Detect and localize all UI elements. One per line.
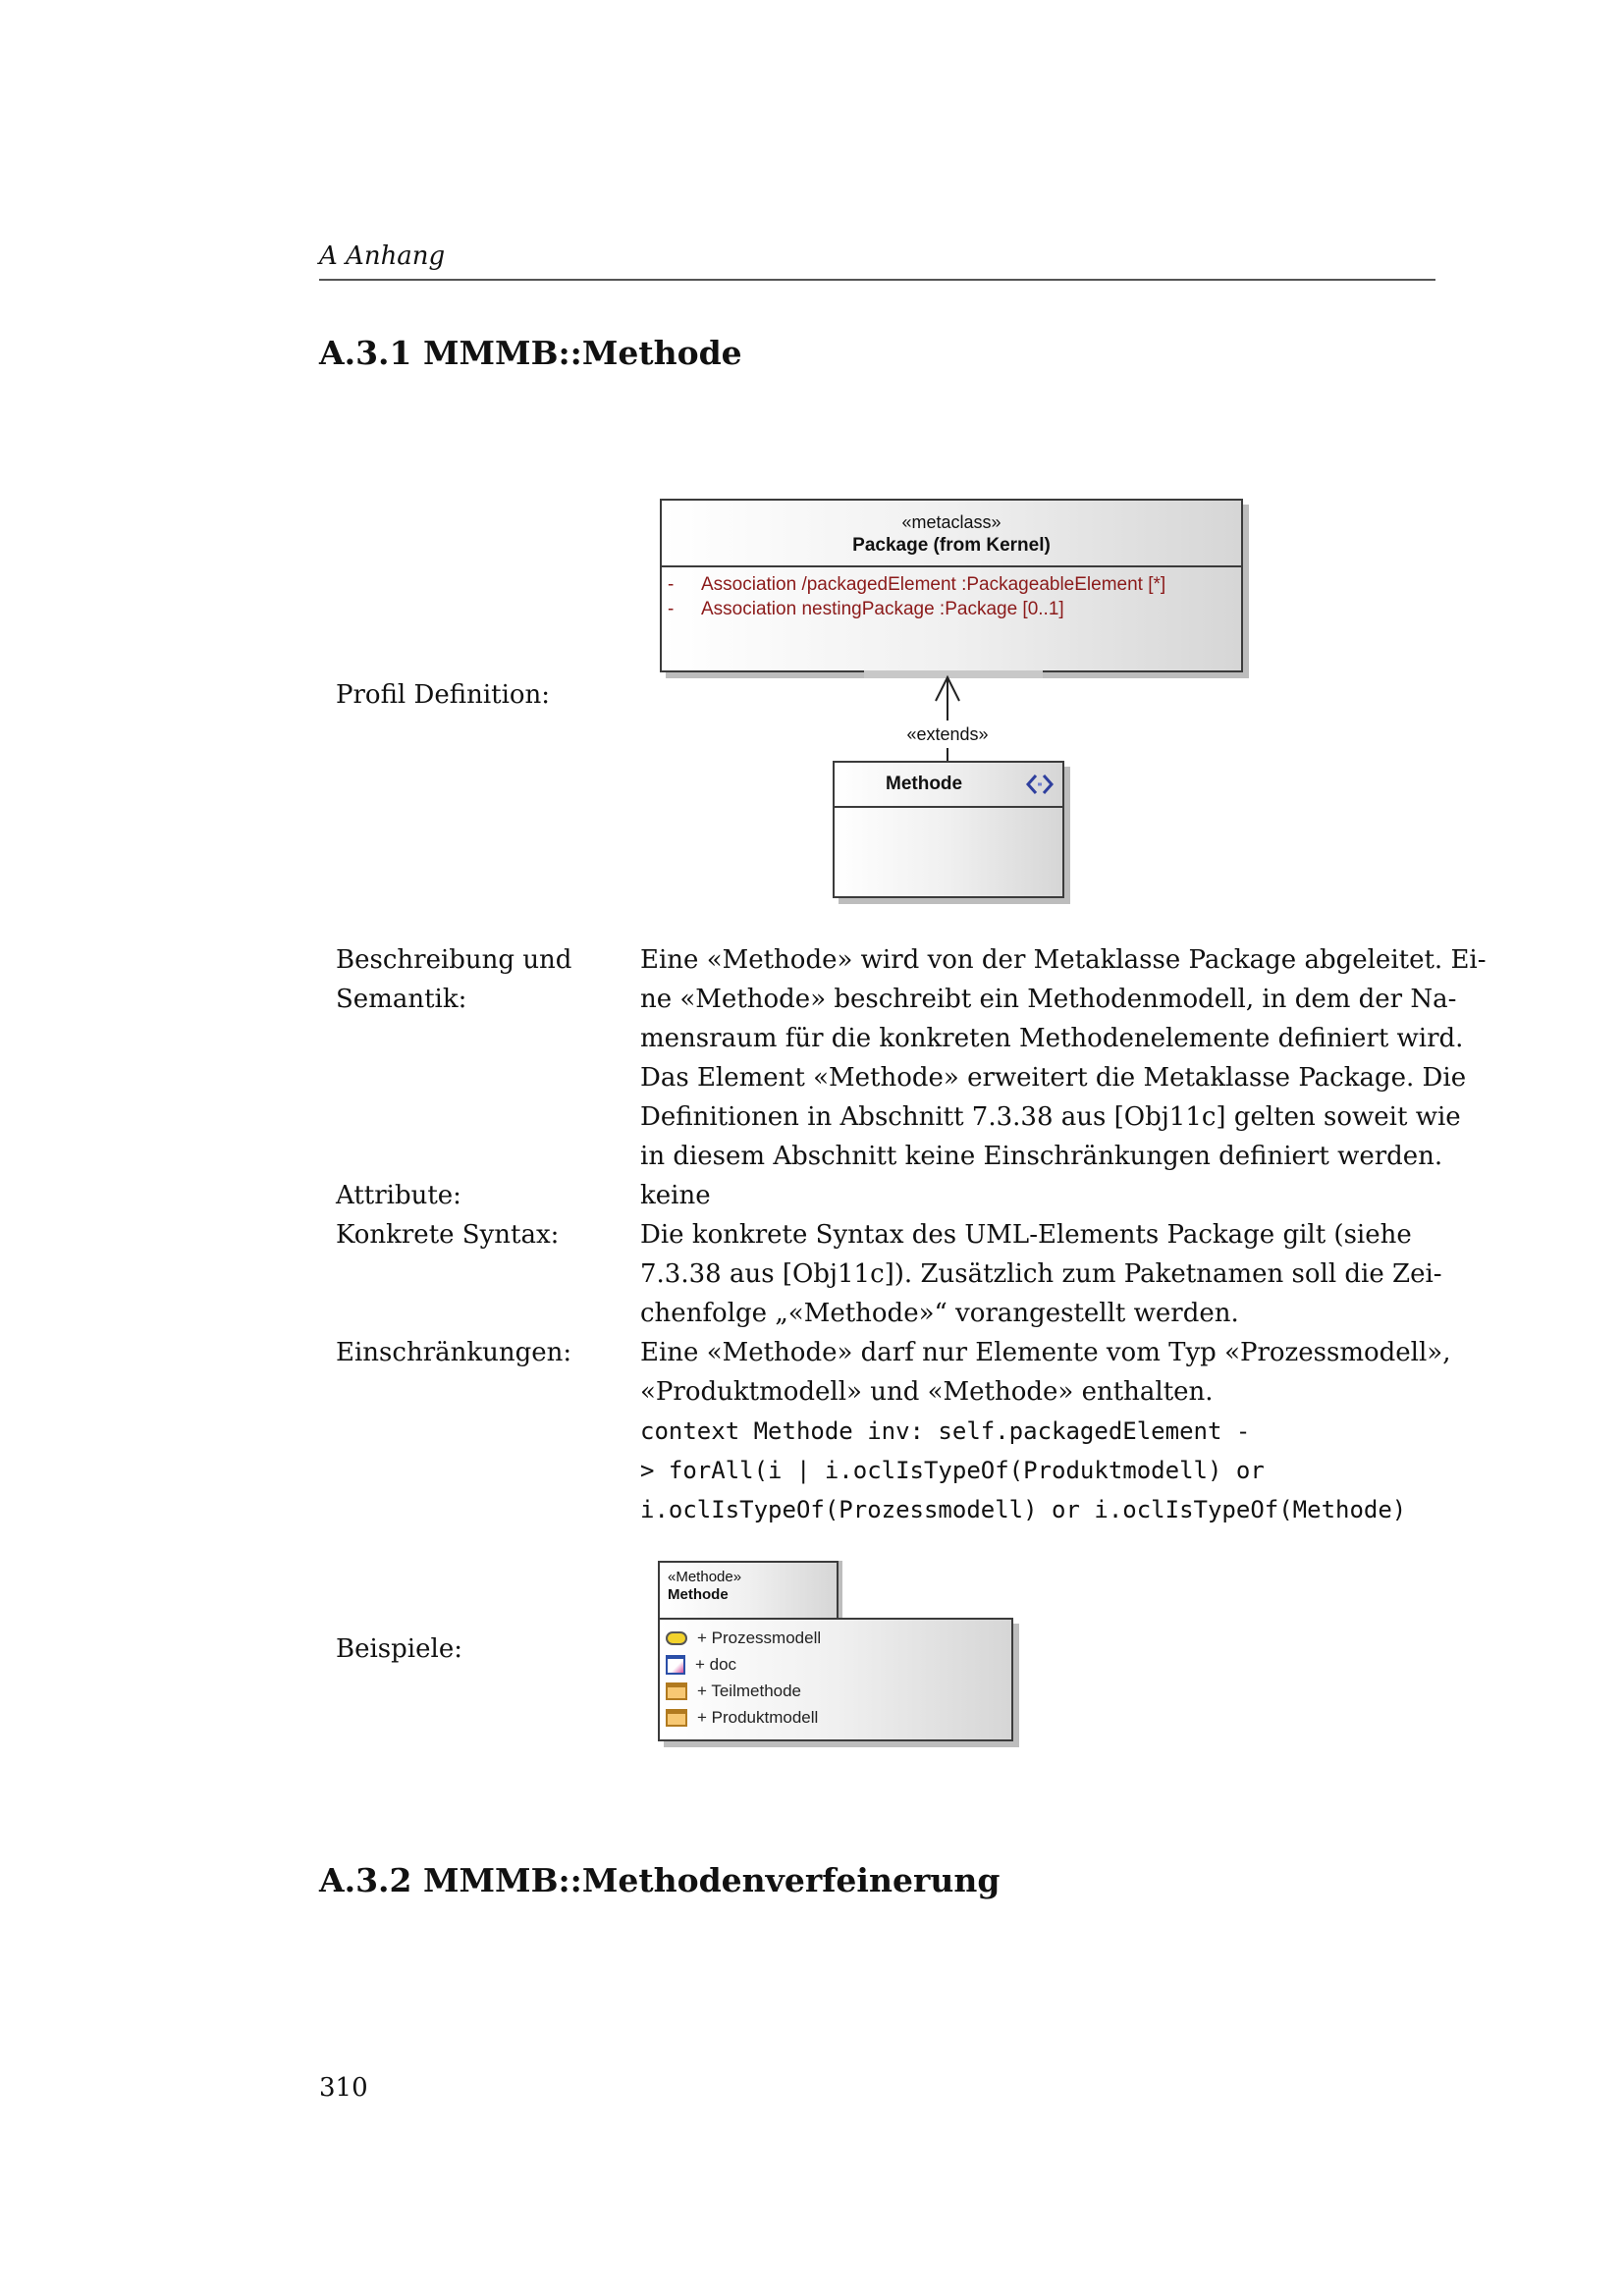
constraints-line: «Produktmodell» und «Methode» enthalten.: [640, 1377, 1214, 1407]
example-package-body: [658, 1618, 1013, 1741]
attributes-label: Attribute:: [336, 1181, 461, 1210]
example-item-label: + Teilmethode: [697, 1681, 802, 1700]
methode-box-name: Methode: [886, 774, 963, 794]
syntax-line: 7.3.38 aus [Obj11c]). Zusätzlich zum Paketnamen soll die Zei-: [640, 1259, 1442, 1289]
methode-box-header: [835, 763, 1062, 808]
syntax-label: Konkrete Syntax:: [336, 1220, 560, 1250]
attribute-text: Association /packagedElement :PackageableElement [*]: [701, 574, 1166, 595]
description-label-line: Semantik:: [336, 985, 467, 1014]
metaclass-attribute: [668, 574, 1241, 596]
example-package-stereotype: «Methode»: [668, 1569, 742, 1585]
constraints-label: Einschränkungen:: [336, 1338, 572, 1367]
section-heading-methode: A.3.1 MMMB::Methode: [319, 334, 742, 372]
example-item-label: + Prozessmodell: [697, 1628, 822, 1647]
diagram-icon: [666, 1655, 685, 1675]
syntax-line: chenfolge „«Methode»“ vorangestellt werden.: [640, 1299, 1239, 1328]
attribute-text: Association nestingPackage :Package [0..1]: [701, 599, 1064, 619]
attribute-visibility: -: [668, 574, 675, 595]
description-label: [336, 940, 571, 1019]
description-line: Das Element «Methode» erweitert die Metaklasse Package. Die: [640, 1063, 1467, 1093]
stereotype-icon: [1025, 773, 1055, 796]
running-header: A Anhang: [319, 241, 446, 271]
folder-icon: [666, 1682, 687, 1700]
metaclass-package-box: [660, 499, 1243, 672]
attributes-value: keine: [640, 1181, 711, 1210]
metaclass-attribute-list: [662, 565, 1241, 620]
description-label-line: Beschreibung und: [336, 945, 572, 975]
description-line: Eine «Methode» wird von der Metaklasse Package abgeleitet. Ei-: [640, 945, 1487, 975]
folder-icon: [666, 1709, 687, 1727]
example-item-doc: [660, 1651, 1011, 1678]
syntax-text: [640, 1215, 1442, 1333]
description-line: Definitionen in Abschnitt 7.3.38 aus [Obj11c] gelten soweit wie: [640, 1102, 1461, 1132]
methode-stereotype-box: [833, 761, 1064, 898]
ocl-code-line: context Methode inv: self.packagedElement -: [640, 1417, 1251, 1445]
example-item-produktmodell: [660, 1704, 1011, 1731]
example-item-label: + doc: [695, 1654, 737, 1674]
example-package-name: Methode: [668, 1586, 729, 1603]
header-rule: [319, 279, 1435, 281]
syntax-line: Die konkrete Syntax des UML-Elements Package gilt (siehe: [640, 1220, 1412, 1250]
ocl-code-line: i.oclIsTypeOf(Prozessmodell) or i.oclIsTypeOf(Methode): [640, 1496, 1407, 1523]
example-item-label: + Produktmodell: [697, 1707, 819, 1727]
extends-arrow: [923, 671, 972, 762]
constraints-line: Eine «Methode» darf nur Elemente vom Typ «Prozessmodell»,: [640, 1338, 1451, 1367]
description-line: mensraum für die konkreten Methodenelemente definiert wird.: [640, 1024, 1464, 1053]
constraints-text: [640, 1333, 1450, 1529]
examples-label: Beispiele:: [336, 1634, 462, 1664]
description-line: in diesem Abschnitt keine Einschränkungen definiert werden.: [640, 1142, 1443, 1171]
example-package-tab: [658, 1561, 839, 1622]
profile-definition-label: Profil Definition:: [336, 680, 551, 710]
metaclass-attribute: [668, 599, 1241, 620]
process-model-icon: [666, 1631, 687, 1645]
description-line: ne «Methode» beschreibt ein Methodenmodell, in dem der Na-: [640, 985, 1457, 1014]
example-item-teilmethode: [660, 1678, 1011, 1704]
section-heading-methodenverfeinerung: A.3.2 MMMB::Methodenverfeinerung: [319, 1861, 1001, 1899]
attribute-visibility: -: [668, 599, 675, 619]
page-number: 310: [319, 2073, 368, 2103]
description-text: [640, 940, 1487, 1176]
metaclass-name: Package (from Kernel): [852, 535, 1051, 556]
example-item-prozessmodell: [660, 1625, 1011, 1651]
metaclass-stereotype: «metaclass»: [901, 512, 1001, 532]
extends-label: «extends»: [906, 724, 989, 744]
ocl-code-line: > forAll(i | i.oclIsTypeOf(Produktmodell) or: [640, 1457, 1265, 1484]
